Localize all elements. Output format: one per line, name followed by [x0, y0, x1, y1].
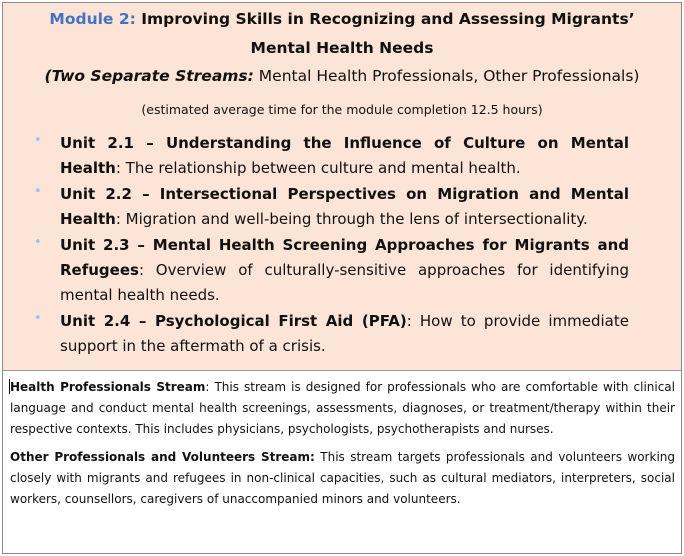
module-estimate: (estimated average time for the module completion 12.5 hours)	[141, 102, 543, 117]
module-label: Module 2:	[49, 10, 136, 28]
unit-description: : How to provide immediate support in the aftermath of a crisis.	[60, 312, 629, 355]
bullet-icon: •	[34, 311, 42, 326]
module-header-box	[3, 3, 681, 371]
unit-text	[60, 131, 629, 181]
unit-title: Unit 2.1 – Understanding the Influence of Culture on Mental Health	[60, 134, 629, 177]
streams-label: (Two Separate Streams:	[44, 67, 254, 85]
unit-text	[60, 182, 629, 232]
stream-text: This stream targets professionals and volunteers working closely with migrants and refugees in non-clinical capacities, such as cultural mediators, interpreters, social workers, counsellors, caregivers of unaccompanied minors and volunteers.	[10, 450, 675, 506]
stream-heading: Health Professionals Stream	[10, 380, 206, 394]
unit-description: : The relationship between culture and mental health.	[115, 159, 521, 177]
document-frame	[2, 2, 682, 554]
stream-other-professionals	[10, 447, 675, 510]
stream-text: : This stream is designed for professionals who are comfortable with clinical language and conduct mental health screenings, assessments, diagnoses, or treatment/therapy within their respective contexts. This includes physicians, psychologists, psychotherapists and nurses.	[10, 380, 675, 436]
unit-text	[60, 233, 629, 308]
unit-title: Unit 2.2 – Intersectional Perspectives on Migration and Mental Health	[60, 185, 629, 228]
bullet-icon: •	[34, 235, 42, 250]
stream-health-professionals	[10, 377, 675, 440]
text-cursor	[9, 379, 10, 394]
module-streams-subtitle	[3, 67, 681, 85]
streams-list: Mental Health Professionals, Other Professionals)	[253, 67, 640, 85]
module-title-part1: Improving Skills in Recognizing and Assessing Migrants’	[141, 10, 635, 28]
module-title-line-1	[3, 10, 681, 28]
unit-title: Unit 2.4 – Psychological First Aid (PFA)	[60, 312, 407, 330]
unit-title: Unit 2.3 – Mental Health Screening Approaches for Migrants and Refugees	[60, 236, 629, 279]
unit-description: : Migration and well-being through the lens of intersectionality.	[115, 210, 588, 228]
bullet-icon: •	[34, 133, 42, 148]
unit-description: : Overview of culturally-sensitive approaches for identifying mental health needs.	[60, 261, 629, 304]
unit-text	[60, 309, 629, 359]
stream-heading: Other Professionals and Volunteers Stream:	[10, 450, 315, 464]
bullet-icon: •	[34, 184, 42, 199]
module-title-line-2: Mental Health Needs	[250, 39, 434, 57]
